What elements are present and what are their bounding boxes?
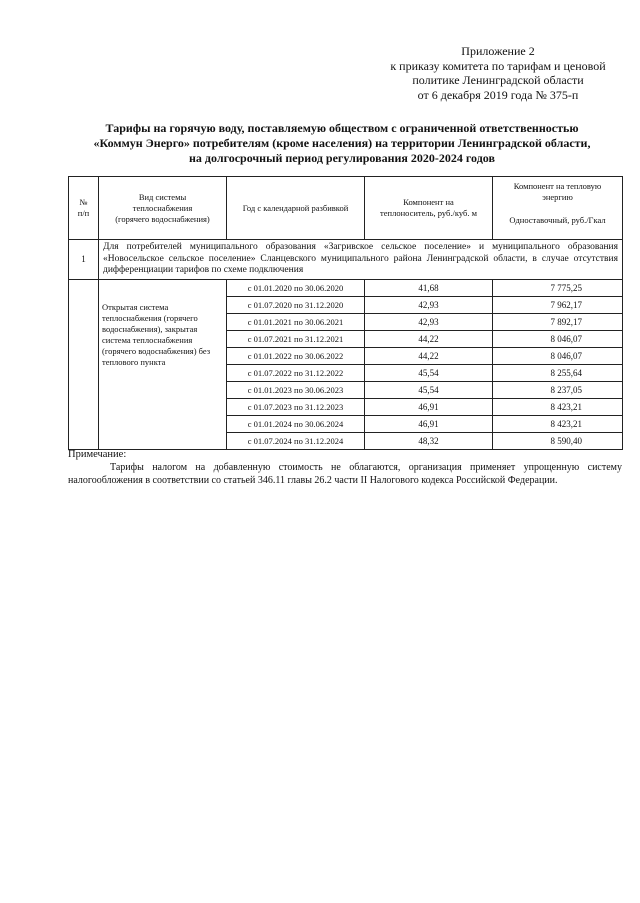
header-energy-line-3: Одноставочный, руб./Гкал (509, 215, 606, 225)
header-system (99, 177, 227, 240)
energy-value-cell: 7 892,17 (493, 313, 623, 330)
period-cell: с 01.01.2021 по 30.06.2021 (227, 313, 365, 330)
header-energy (493, 177, 623, 240)
row-num-empty (69, 279, 99, 449)
energy-value-cell: 8 255,64 (493, 364, 623, 381)
carrier-value-cell: 46,91 (365, 415, 493, 432)
appendix-line-4: от 6 декабря 2019 года № 375-п (417, 87, 579, 102)
period-cell: с 01.07.2024 по 31.12.2024 (227, 432, 365, 449)
group-num: 1 (69, 240, 99, 280)
period-cell: с 01.01.2020 по 30.06.2020 (227, 279, 365, 296)
appendix-block (372, 44, 624, 102)
period-cell: с 01.01.2024 по 30.06.2024 (227, 415, 365, 432)
energy-value-cell: 7 962,17 (493, 296, 623, 313)
tariff-rows (69, 279, 623, 449)
appendix-line-3: политике Ленинградской области (412, 73, 584, 87)
header-energy-line-2: энергию (542, 192, 573, 202)
header-period: Год с календарной разбивкой (227, 177, 365, 240)
energy-value-cell: 8 046,07 (493, 347, 623, 364)
title-line-1: Тарифы на горячую воду, поставляемую обществом с ограниченной ответственностью (105, 121, 579, 135)
carrier-value-cell: 44,22 (365, 330, 493, 347)
note-text: Тарифы налогом на добавленную стоимость не облагаются, организация применяет упрощенную систему налогообложения в соответствии со статьей 346.11 главы 26.2 части II Налогового кодекса Российской Федерации. (68, 462, 622, 486)
header-energy-line-1: Компонент на тепловую (513, 181, 602, 191)
energy-value-cell: 8 423,21 (493, 415, 623, 432)
header-carrier-line-2: теплоноситель, руб./куб. м (380, 208, 477, 218)
energy-value-cell: 7 775,25 (493, 279, 623, 296)
note-heading: Примечание: (68, 449, 127, 460)
energy-value-cell: 8 237,05 (493, 381, 623, 398)
tariff-table (68, 176, 623, 450)
carrier-value-cell: 42,93 (365, 296, 493, 313)
carrier-value-cell: 46,91 (365, 398, 493, 415)
appendix-line-2: к приказу комитета по тарифам и ценовой (390, 58, 606, 73)
energy-value-cell: 8 423,21 (493, 398, 623, 415)
header-carrier (365, 177, 493, 240)
period-cell: с 01.07.2020 по 31.12.2020 (227, 296, 365, 313)
appendix-line-1: Приложение 2 (461, 44, 535, 58)
carrier-value-cell: 48,32 (365, 432, 493, 449)
header-system-line-1: Вид системы (138, 191, 187, 202)
system-type-cell: Открытая система теплоснабжения (горячего водоснабжения), закрытая система теплоснабжения (горячего водоснабжения) без теплового пункта (99, 279, 227, 449)
period-cell: с 01.07.2022 по 31.12.2022 (227, 364, 365, 381)
document-title (64, 121, 620, 166)
carrier-value-cell: 44,22 (365, 347, 493, 364)
title-line-2: «Коммун Энерго» потребителям (кроме населения) на территории Ленинградской области, (93, 136, 591, 150)
header-system-line-2: теплоснабжения (132, 202, 193, 213)
carrier-value-cell: 45,54 (365, 364, 493, 381)
table-header-row (69, 177, 623, 240)
group-description: Для потребителей муниципального образования «Загривское сельское поселение» и муниципального образования «Новосельское сельское поселение» Сланцевского муниципального района Ленинградской области, в случае отсутствия дифференциации тарифов по схеме подключения (99, 240, 623, 280)
carrier-value-cell: 42,93 (365, 313, 493, 330)
header-num-line-2: п/п (77, 208, 90, 218)
title-line-3: на долгосрочный период регулирования 2020-2024 годов (189, 151, 495, 165)
header-system-line-3: (горячего водоснабжения) (115, 213, 210, 224)
carrier-value-cell: 45,54 (365, 381, 493, 398)
energy-value-cell: 8 046,07 (493, 330, 623, 347)
period-cell: с 01.01.2023 по 30.06.2023 (227, 381, 365, 398)
group-row (69, 240, 623, 280)
energy-value-cell: 8 590,40 (493, 432, 623, 449)
period-cell: с 01.01.2022 по 30.06.2022 (227, 347, 365, 364)
header-carrier-line-1: Компонент на (403, 197, 454, 207)
carrier-value-cell: 41,68 (365, 279, 493, 296)
period-cell: с 01.07.2023 по 31.12.2023 (227, 398, 365, 415)
header-num-line-1: № (79, 197, 88, 207)
period-cell: с 01.07.2021 по 31.12.2021 (227, 330, 365, 347)
header-num (69, 177, 99, 240)
table-row (69, 279, 623, 296)
